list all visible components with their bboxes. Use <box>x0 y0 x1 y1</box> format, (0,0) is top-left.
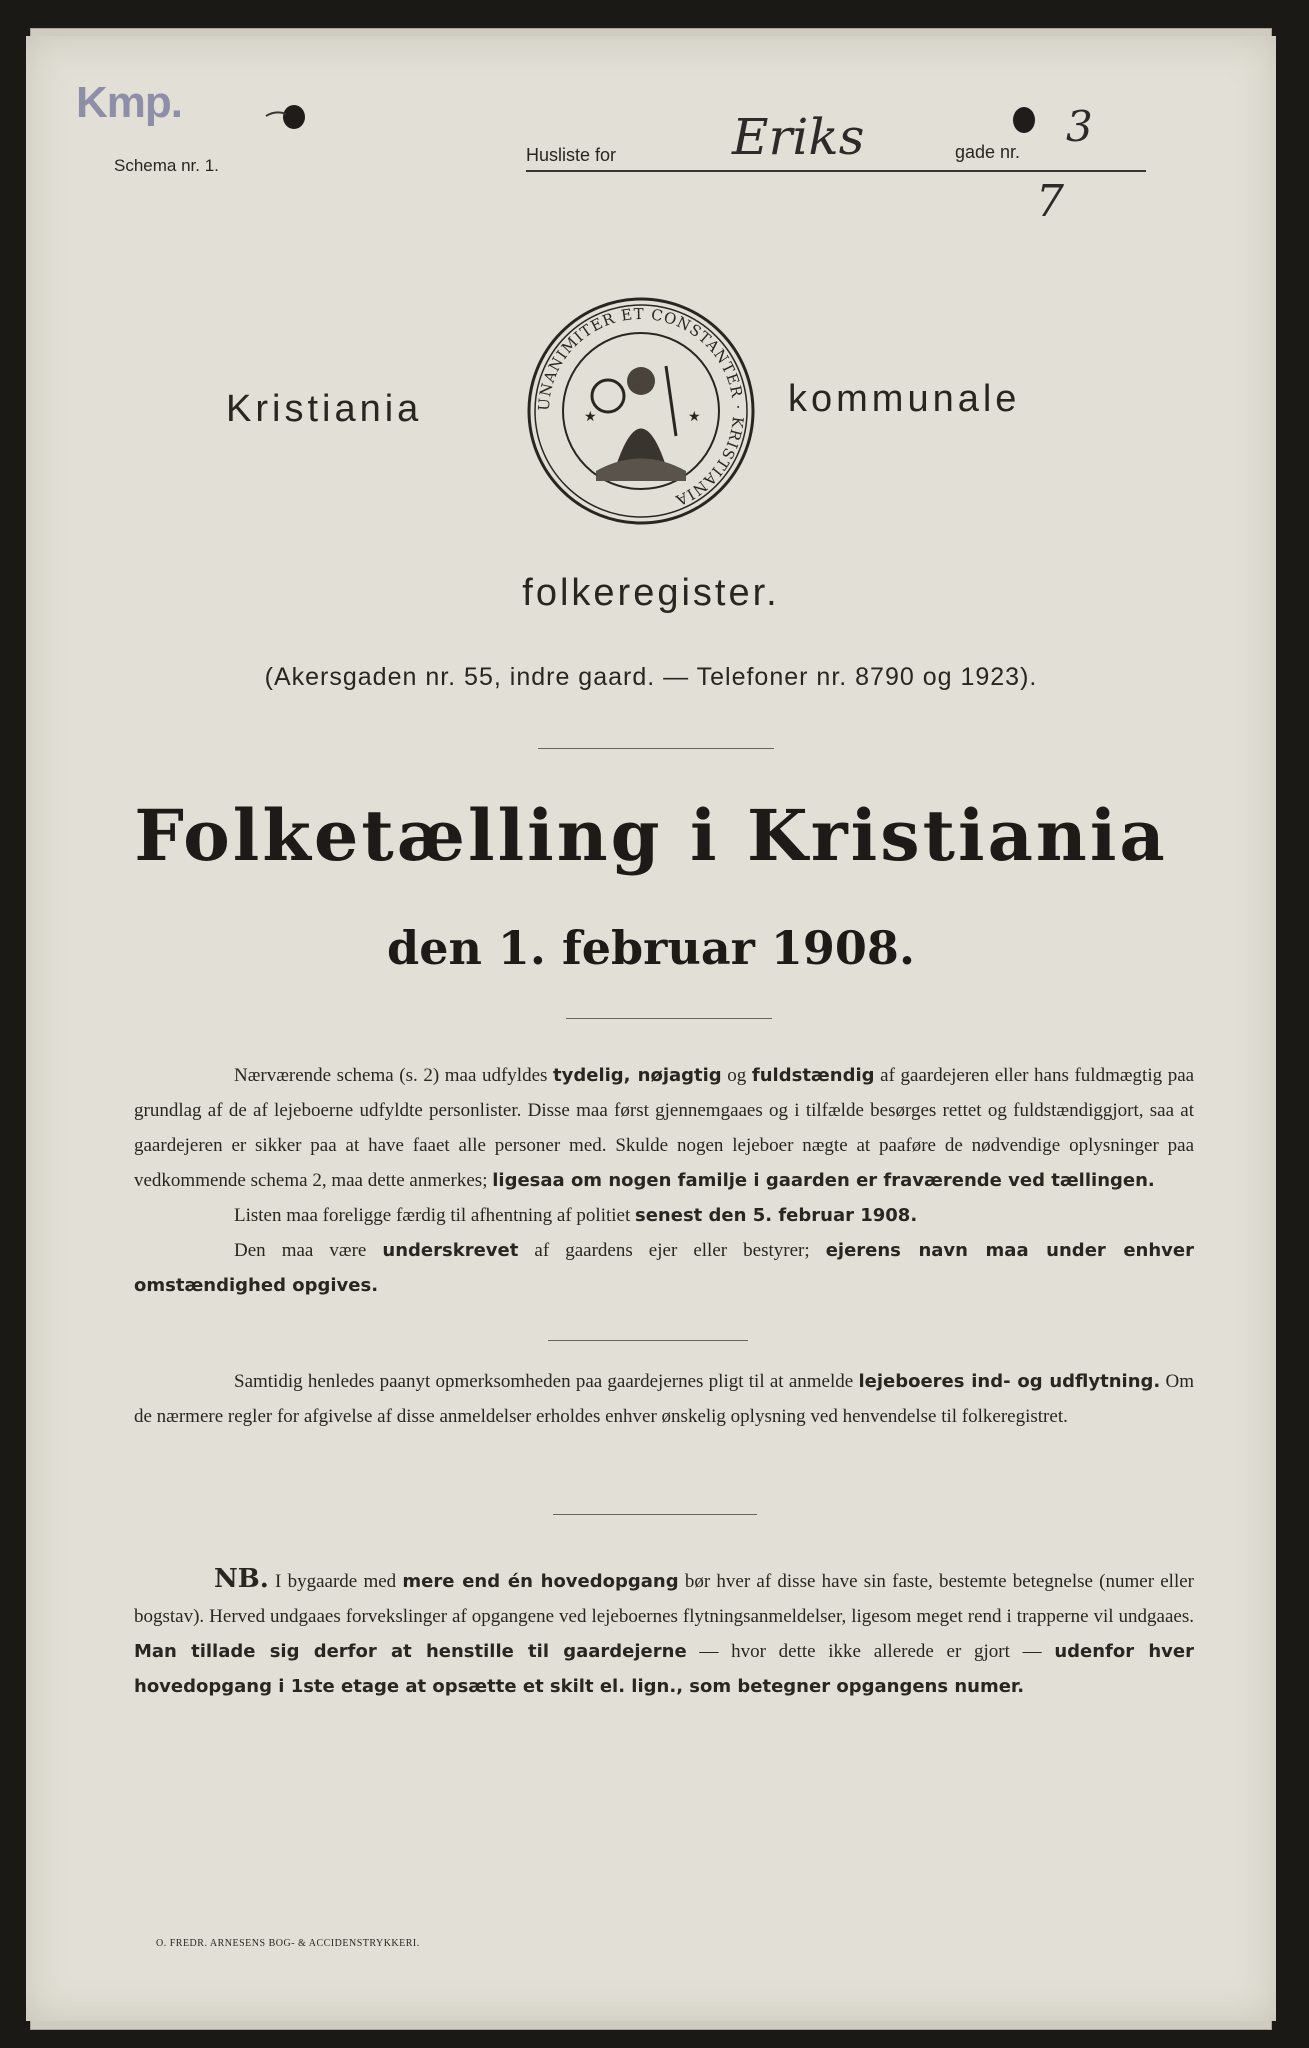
printer-imprint: O. FREDR. ARNESENS BOG- & ACCIDENSTRYKKERI. <box>156 1938 420 1949</box>
masthead-right: kommunale <box>788 378 1021 420</box>
handwritten-street-name: Eriks <box>732 108 865 166</box>
divider <box>566 1018 772 1019</box>
ink-blot-icon <box>264 102 312 132</box>
schema-number: Schema nr. 1. <box>114 156 219 175</box>
office-name: folkeregister. <box>522 572 780 614</box>
husliste-underline <box>526 170 1146 172</box>
gade-label: gade nr. <box>955 142 1021 162</box>
notice-paragraph: Samtidig henledes paanyt opmerksomheden paa gaardejernes pligt til at anmelde lejeboeres ind- og udflytning. Om de nærmere regler for afgivelse af disse anmeldelser erholdes enhver ønskelig oplysning ved henvendelse til folkeregistret. <box>134 1371 1195 1427</box>
svg-text:★: ★ <box>688 409 701 425</box>
document-title: Folketælling i Kristiania <box>134 794 1168 877</box>
masthead-left: Kristiania <box>226 388 423 430</box>
divider <box>548 1340 748 1341</box>
divider <box>553 1514 757 1515</box>
svg-text:★: ★ <box>584 409 597 425</box>
archive-stamp: Kmp. <box>76 78 182 127</box>
seal-inscription: UNANIMITER ET CONSTANTER · KRISTIANIA <box>534 304 748 510</box>
nb-paragraph: NB. I bygaarde med mere end én hovedopgang bør hver af disse have sin faste, bestemte betegnelse (numer eller bogstav). Herved undgaaes forvekslinger af opgangene ved lejeboernes flytningsanmeldelser, ligesom meget rend i trapperne vil undgaaes. Man tillade sig derfor at henstille til gaardejerne — hvor dette ikke allerede er gjort — udenfor hver hovedopgang i 1ste etage at opsætte et skilt el. lign., som betegner opgangens numer. <box>134 1564 1195 1697</box>
handwritten-sub-number: 7 <box>1036 176 1064 227</box>
document-page <box>26 36 1276 2021</box>
handwritten-house-number: 3 <box>1066 102 1093 151</box>
office-address: (Akersgaden nr. 55, indre gaard. — Telefoner nr. 8790 og 1923). <box>264 663 1038 691</box>
census-date: den 1. februar 1908. <box>387 921 915 975</box>
city-seal-icon <box>526 296 756 526</box>
divider <box>538 748 774 749</box>
instructions-paragraph: Nærværende schema (s. 2) maa udfyldes tydelig, nøjagtig og fuldstændig af gaardejeren eller hans fuldmægtig paa grundlag af de af lejeboerne udfyldte personlister. Disse maa først gjennemgaaes og i tilfælde besørges rettet og fuldstændiggjort, saa at gaardejeren er sikker paa at have faaet alle personer med. Skulde nogen lejeboer nægte at paaføre de nødvendige oplysninger paa vedkommende schema 2, maa dette anmerkes; ligesaa om nogen familje i gaarden er fraværende ved tællingen. Listen maa foreligge færdig til afhentning af politiet senest den 5. februar 1908. Den maa være underskrevet af gaardens ejer eller bestyrer; ejerens navn maa under enhver omstændighed opgives. <box>134 1065 1195 1296</box>
husliste-label: Husliste for <box>526 145 617 165</box>
ink-blot-icon <box>994 98 1042 138</box>
